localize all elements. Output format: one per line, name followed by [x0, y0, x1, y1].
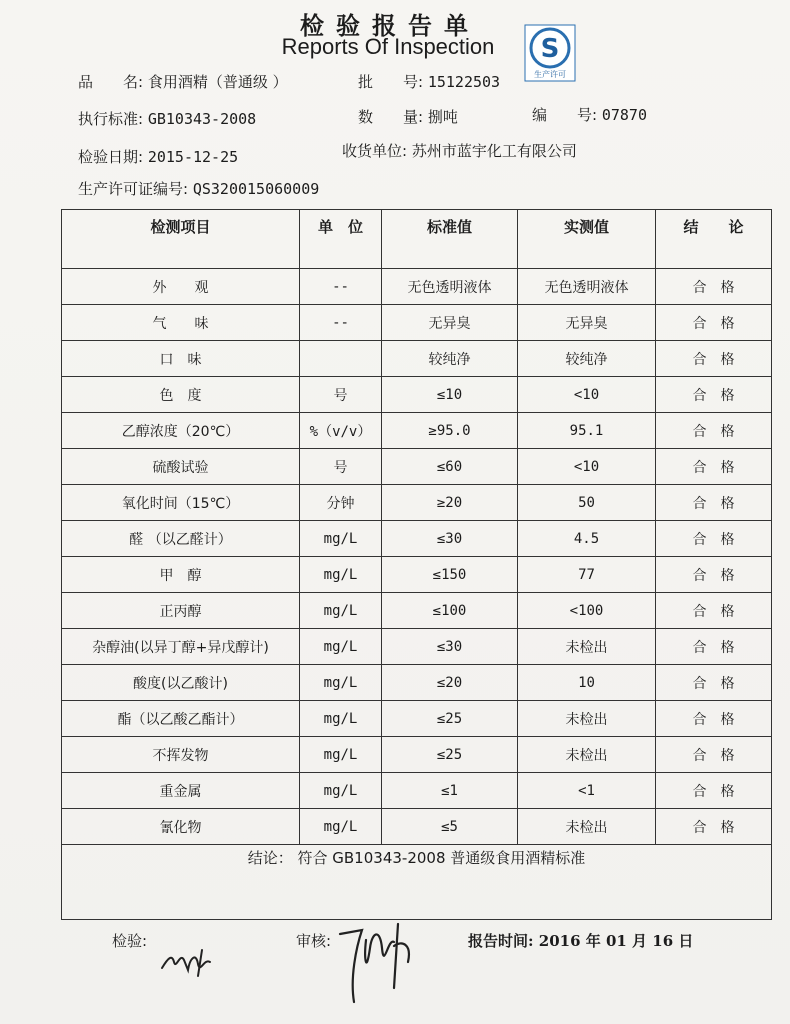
cell-measured: 较纯净 — [518, 341, 656, 377]
license-label: 生产许可证编号: — [78, 180, 189, 198]
cell-item: 酯（以乙酸乙酯计） — [62, 701, 300, 737]
cell-unit: mg/L — [300, 557, 382, 593]
cell-standard: ≤30 — [382, 521, 518, 557]
cell-item: 口 味 — [62, 341, 300, 377]
quantity-label: 数 量: — [358, 108, 424, 126]
number-field — [532, 104, 647, 125]
cell-standard: ≤60 — [382, 449, 518, 485]
reviewer-signature — [336, 918, 420, 1008]
column-header-standard: 标准值 — [382, 210, 518, 269]
table-row — [62, 305, 772, 341]
table-row — [62, 521, 772, 557]
table-row — [62, 737, 772, 773]
cell-conclusion: 合 格 — [656, 521, 772, 557]
table-row — [62, 773, 772, 809]
cell-measured: <1 — [518, 773, 656, 809]
cell-standard: 无色透明液体 — [382, 269, 518, 305]
cell-conclusion: 合 格 — [656, 341, 772, 377]
table-row — [62, 413, 772, 449]
cell-item: 杂醇油(以异丁醇+异戊醇计) — [62, 629, 300, 665]
quantity-field — [358, 106, 458, 127]
date-label: 检验日期: — [78, 148, 144, 166]
license-field — [78, 178, 319, 199]
column-header-item: 检测项目 — [62, 210, 300, 269]
cell-standard: 无异臭 — [382, 305, 518, 341]
cell-unit: mg/L — [300, 629, 382, 665]
cell-measured: 4.5 — [518, 521, 656, 557]
reviewer-label: 审核: — [296, 932, 332, 950]
product-field — [78, 71, 288, 92]
cell-conclusion: 合 格 — [656, 377, 772, 413]
date-field — [78, 146, 238, 167]
report-title-en: Reports Of Inspection — [281, 34, 495, 59]
cell-unit: 号 — [300, 449, 382, 485]
cell-standard: ≤10 — [382, 377, 518, 413]
table-row — [62, 557, 772, 593]
cell-measured: 未检出 — [518, 629, 656, 665]
cell-conclusion: 合 格 — [656, 449, 772, 485]
cell-standard: ≤25 — [382, 701, 518, 737]
date-value: 2015-12-25 — [147, 148, 239, 166]
cell-unit — [300, 341, 382, 377]
inspector-field — [112, 930, 147, 951]
cell-conclusion: 合 格 — [656, 305, 772, 341]
product-value: 食用酒精（普通级 ） — [147, 73, 288, 91]
cell-measured: 50 — [518, 485, 656, 521]
cell-item: 正丙醇 — [62, 593, 300, 629]
cell-unit: -- — [300, 269, 382, 305]
cell-item: 色 度 — [62, 377, 300, 413]
cell-measured: 无色透明液体 — [518, 269, 656, 305]
table-body — [62, 269, 772, 845]
cell-measured: 95.1 — [518, 413, 656, 449]
number-value: 07870 — [601, 106, 647, 124]
product-label: 品 名: — [78, 73, 144, 91]
cell-item: 酸度(以乙酸计) — [62, 665, 300, 701]
cell-unit: mg/L — [300, 773, 382, 809]
cell-conclusion: 合 格 — [656, 269, 772, 305]
cell-standard: ≤5 — [382, 809, 518, 845]
column-header-unit: 单 位 — [300, 210, 382, 269]
cell-unit: %（v/v） — [300, 413, 382, 449]
table-row — [62, 341, 772, 377]
inspector-signature — [158, 940, 218, 980]
report-title-cn: 检验报告单 — [300, 12, 480, 40]
svg-text:生产许可: 生产许可 — [534, 70, 566, 79]
cell-measured: 10 — [518, 665, 656, 701]
cell-conclusion: 合 格 — [656, 665, 772, 701]
inspector-label: 检验: — [112, 932, 148, 950]
standard-value: GB10343-2008 — [147, 110, 257, 128]
table-header-row — [62, 210, 772, 269]
table-row — [62, 665, 772, 701]
quantity-value: 捌吨 — [427, 108, 458, 126]
cell-unit: mg/L — [300, 737, 382, 773]
cell-standard: ≤150 — [382, 557, 518, 593]
cell-standard: ≤100 — [382, 593, 518, 629]
cell-standard: ≤20 — [382, 665, 518, 701]
cell-conclusion: 合 格 — [656, 485, 772, 521]
cell-item: 不挥发物 — [62, 737, 300, 773]
cell-measured: 未检出 — [518, 701, 656, 737]
cell-conclusion: 合 格 — [656, 557, 772, 593]
table-row — [62, 485, 772, 521]
cell-item: 外 观 — [62, 269, 300, 305]
column-header-conclusion: 结 论 — [656, 210, 772, 269]
standard-label: 执行标准: — [78, 110, 144, 128]
cell-measured: 未检出 — [518, 737, 656, 773]
cell-measured: <100 — [518, 593, 656, 629]
cell-item: 甲 醇 — [62, 557, 300, 593]
cell-unit: mg/L — [300, 521, 382, 557]
qs-logo-icon — [524, 24, 576, 82]
receiver-value: 苏州市蓝宇化工有限公司 — [411, 142, 577, 160]
cell-conclusion: 合 格 — [656, 809, 772, 845]
cell-unit: mg/L — [300, 809, 382, 845]
cell-item: 氧化时间（15℃） — [62, 485, 300, 521]
table-row — [62, 629, 772, 665]
cell-item: 氰化物 — [62, 809, 300, 845]
report-time: 报告时间: 2016 年 01 月 16 日 — [468, 932, 694, 950]
cell-conclusion: 合 格 — [656, 773, 772, 809]
batch-label: 批 号: — [358, 73, 424, 91]
cell-conclusion: 合 格 — [656, 737, 772, 773]
cell-measured: <10 — [518, 449, 656, 485]
cell-measured: 未检出 — [518, 809, 656, 845]
cell-unit: mg/L — [300, 701, 382, 737]
table-row — [62, 269, 772, 305]
cell-standard: 较纯净 — [382, 341, 518, 377]
number-label: 编 号: — [532, 106, 598, 124]
cell-measured: <10 — [518, 377, 656, 413]
table-row — [62, 449, 772, 485]
cell-measured: 无异臭 — [518, 305, 656, 341]
cell-measured: 77 — [518, 557, 656, 593]
cell-conclusion: 合 格 — [656, 701, 772, 737]
cell-item: 乙醇浓度（20℃） — [62, 413, 300, 449]
cell-conclusion: 合 格 — [656, 629, 772, 665]
cell-standard: ≥20 — [382, 485, 518, 521]
table-row — [62, 701, 772, 737]
standard-field — [78, 108, 256, 129]
cell-standard: ≤30 — [382, 629, 518, 665]
table-row — [62, 809, 772, 845]
table-row — [62, 593, 772, 629]
cell-standard: ≤1 — [382, 773, 518, 809]
cell-unit: mg/L — [300, 593, 382, 629]
cell-unit: 分钟 — [300, 485, 382, 521]
conclusion-text: 结论： 符合 GB10343-2008 普通级食用酒精标准 — [62, 845, 772, 920]
receiver-field — [342, 140, 577, 161]
inspection-table — [61, 209, 772, 920]
conclusion-row — [62, 845, 772, 920]
cell-item: 重金属 — [62, 773, 300, 809]
license-value: QS320015060009 — [192, 180, 320, 198]
cell-standard: ≥95.0 — [382, 413, 518, 449]
batch-field — [358, 71, 500, 92]
cell-item: 气 味 — [62, 305, 300, 341]
cell-standard: ≤25 — [382, 737, 518, 773]
cell-unit: 号 — [300, 377, 382, 413]
batch-value: 15122503 — [427, 73, 501, 91]
cell-unit: mg/L — [300, 665, 382, 701]
reviewer-field — [296, 930, 331, 951]
cell-conclusion: 合 格 — [656, 413, 772, 449]
cell-item: 硫酸试验 — [62, 449, 300, 485]
column-header-measured: 实测值 — [518, 210, 656, 269]
cell-unit: -- — [300, 305, 382, 341]
receiver-label: 收货单位: — [342, 142, 408, 160]
cell-conclusion: 合 格 — [656, 593, 772, 629]
svg-text:S: S — [540, 34, 560, 64]
table-row — [62, 377, 772, 413]
cell-item: 醛 （以乙醛计） — [62, 521, 300, 557]
